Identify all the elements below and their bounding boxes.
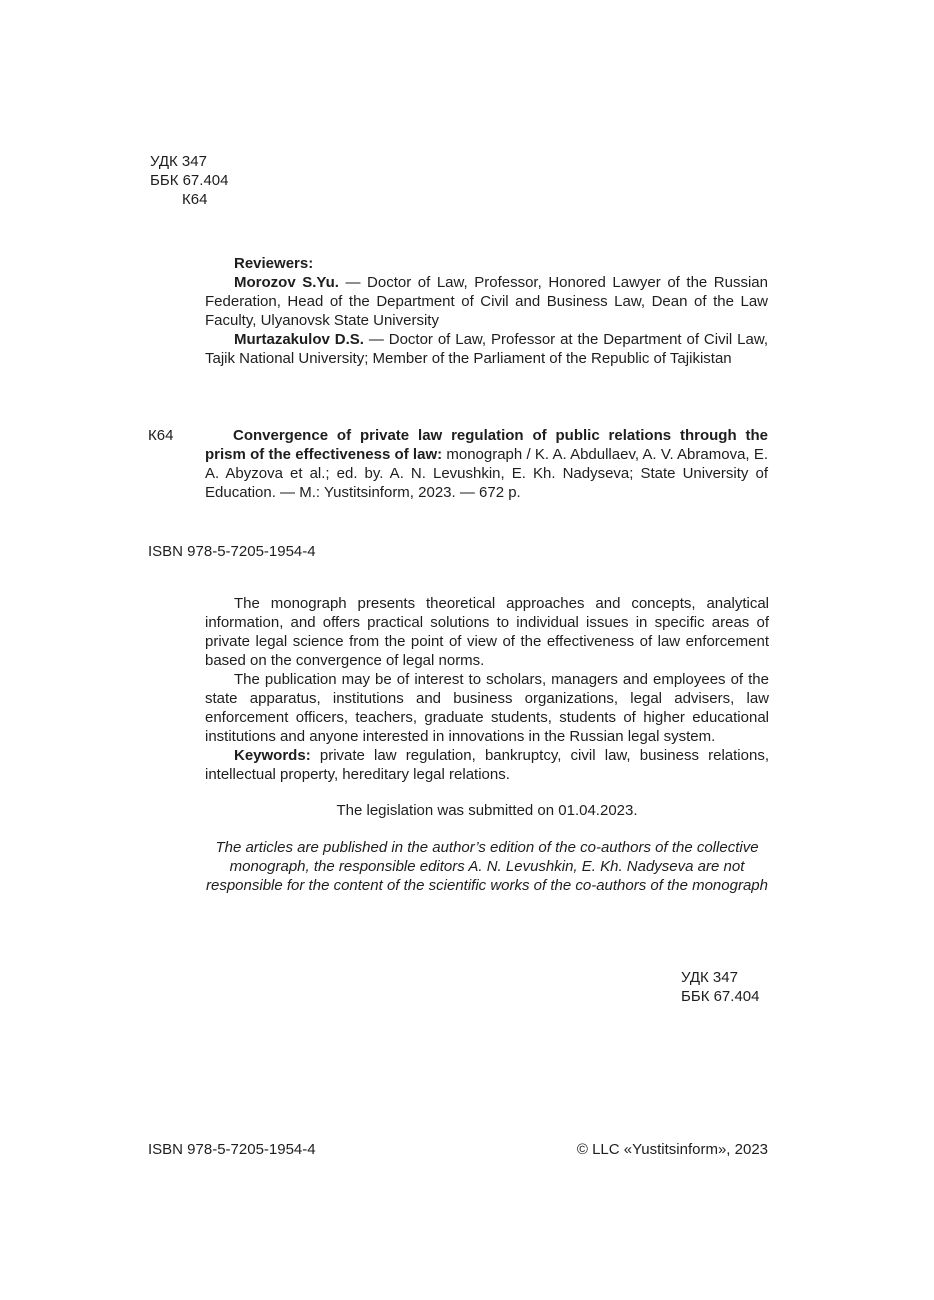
legislation-date: The legislation was submitted on 01.04.2023. bbox=[336, 802, 638, 819]
author-mark: К64 bbox=[182, 191, 208, 208]
reviewers-section bbox=[205, 254, 768, 368]
keywords-label: Keywords: bbox=[234, 747, 311, 764]
isbn-top: ISBN 978-5-7205-1954-4 bbox=[148, 543, 316, 560]
udk-code: УДК 347 bbox=[681, 969, 738, 986]
abstract-paragraph-1: The monograph presents theoretical approaches and concepts, analytical information, and offers practical solutions to individual issues in specific areas of private legal science from the point of view of the effectiveness of law enforcement based on the convergence of legal norms. bbox=[205, 595, 769, 669]
reviewer-entry bbox=[205, 273, 768, 330]
classification-codes-bottom bbox=[681, 968, 759, 1006]
classification-codes-top bbox=[150, 152, 228, 209]
bibliographic-details: monograph / K. A. Abdullaev, A. V. Abramova, E. A. Abyzova et al.; ed. by. A. N. Levushkin, E. Kh. Nadyseva; State University of Education. — M.: Yustitsinform, 2023. — 672 p. bbox=[205, 446, 768, 501]
abstract-paragraph-2: The publication may be of interest to scholars, managers and employees of the state apparatus, institutions and business organizations, legal advisers, law enforcement officers, teachers, graduate students, students of higher educational institutions and anyone interested in innovations in the Russian legal system. bbox=[205, 671, 769, 745]
keywords-paragraph bbox=[205, 746, 769, 784]
reviewer-name: Murtazakulov D.S. bbox=[234, 331, 364, 348]
udk-code: УДК 347 bbox=[150, 153, 207, 170]
reviewer-name: Morozov S.Yu. bbox=[234, 274, 339, 291]
reviewers-heading: Reviewers: bbox=[234, 255, 314, 272]
bibliography-code: К64 bbox=[148, 427, 174, 444]
reviewer-description: — Doctor of Law, Professor, Honored Lawyer of the Russian Federation, Head of the Department of Civil and Business Law, Dean of the Law Faculty, Ulyanovsk State University bbox=[205, 274, 768, 329]
book-title: Convergence of private law regulation of public relations through the prism of the effectiveness of law: bbox=[205, 427, 768, 463]
bbk-code: ББК 67.404 bbox=[681, 988, 760, 1005]
reviewer-entry bbox=[205, 330, 768, 368]
abstract-section bbox=[205, 594, 769, 784]
bbk-code: ББК 67.404 bbox=[150, 172, 229, 189]
isbn-bottom: ISBN 978-5-7205-1954-4 bbox=[148, 1141, 316, 1158]
keywords-text: private law regulation, bankruptcy, civil law, business relations, intellectual property, hereditary legal relations. bbox=[205, 747, 769, 783]
editorial-note: The articles are published in the author’s edition of the co-authors of the collective monograph, the responsible editors A. N. Levushkin, E. Kh. Nadyseva are not responsible for the content of the scientific works of the co-authors of the monograph bbox=[206, 839, 768, 894]
copyright-notice: © LLC «Yustitsinform», 2023 bbox=[576, 1141, 768, 1158]
bibliographic-record bbox=[205, 426, 768, 502]
reviewer-description: — Doctor of Law, Professor at the Department of Civil Law, Tajik National University; Member of the Parliament of the Republic of Tajikistan bbox=[205, 331, 768, 367]
